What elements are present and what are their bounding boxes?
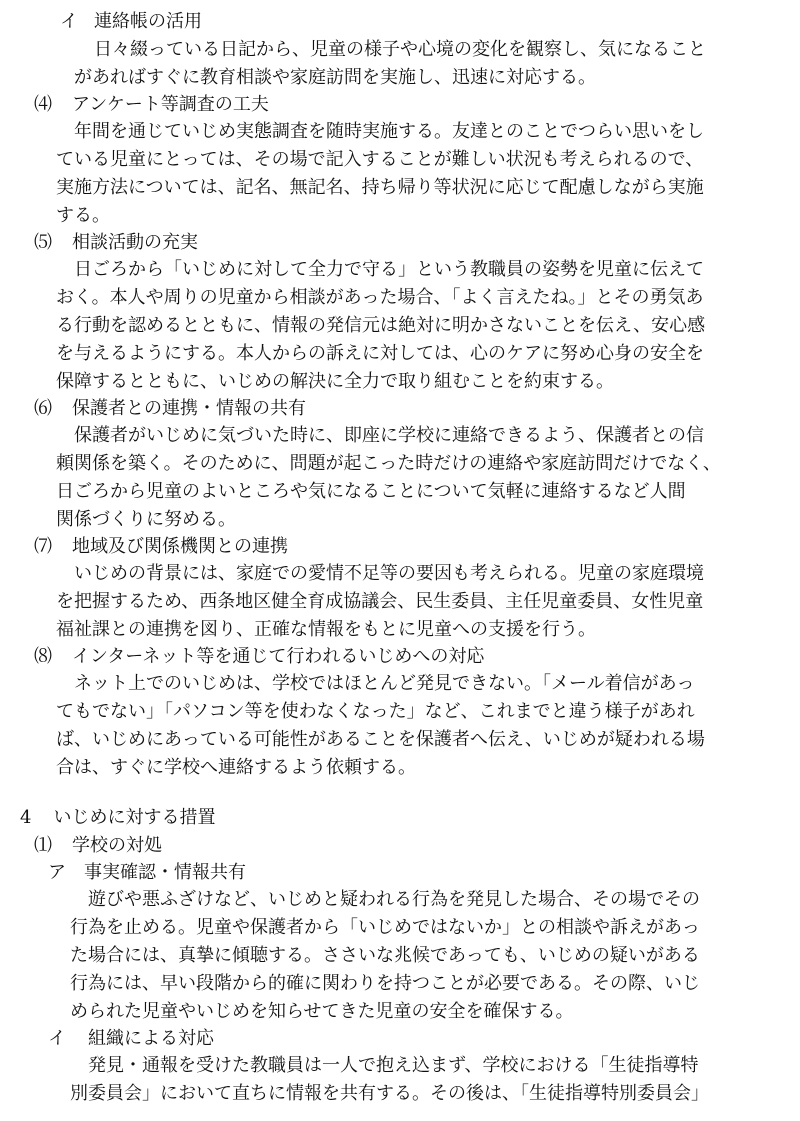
section-number: ⑹ (34, 398, 52, 419)
subsection-label: イ (48, 1028, 66, 1049)
section-title: 学校の対処 (72, 835, 162, 856)
section-title: 相談活動の充実 (72, 232, 198, 253)
paragraph-line: ば、いじめにあっている可能性があることを保護者へ伝え、いじめが疑われる場 (56, 729, 705, 750)
paragraph-line: を把握するため、西条地区健全育成協議会、民生委員、主任児童委員、女性児童 (56, 591, 704, 612)
paragraph-line: 合は、すぐに学校へ連絡するよう依頼する。 (56, 757, 416, 778)
paragraph-line: する。 (56, 205, 110, 226)
paragraph-line: 行為を止める。児童や保護者から「いじめではないか」との相談や訴えがあっ (70, 917, 700, 938)
paragraph-line: 頼関係を築く。そのために、問題が起こった時だけの連絡や家庭訪問だけでなく、 (56, 453, 721, 474)
paragraph-line: 実施方法については、記名、無記名、持ち帰り等状況に応じて配慮しながら実施 (56, 177, 704, 198)
paragraph-line: ネット上でのいじめは、学校ではほとんど発見できない。「メール着信があっ (74, 673, 695, 694)
paragraph-line: 年間を通じていじめ実態調査を随時実施する。友達とのことでつらい思いをし (74, 121, 704, 142)
section-number: ⑻ (34, 646, 52, 667)
subsection-heading-a (48, 859, 246, 887)
paragraph-line: 福祉課との連携を図り、正確な情報をもとに児童への支援を行う。 (56, 619, 596, 640)
paragraph-line: 保障するとともに、いじめの解決に全力で取り組むことを約束する。 (56, 371, 614, 392)
paragraph-line: ている児童にとっては、その場で記入することが難しい状況も考えられるので、 (56, 149, 704, 170)
section-title: 地域及び関係機関との連携 (72, 536, 288, 557)
paragraph-line: 発見・通報を受けた教職員は一人で抱え込まず、学校における「生徒指導特 (88, 1055, 699, 1076)
section-heading-1 (34, 832, 162, 860)
paragraph-line: 関係づくりに努める。 (56, 509, 236, 530)
subsection-title: 事実確認・情報共有 (84, 862, 246, 883)
paragraph-line: 別委員会」において直ちに情報を共有する。その後は、「生徒指導特別委員会」 (70, 1083, 709, 1104)
section-number: ⑸ (34, 232, 52, 253)
subsection-title: 組織による対応 (88, 1028, 214, 1049)
subsection-heading-renraku (60, 8, 202, 36)
subsection-label: ア (48, 862, 66, 883)
paragraph-line: 行為には、早い段階から的確に関わりを持つことが必要である。その際、いじ (70, 973, 700, 994)
section-heading-4 (34, 91, 269, 119)
subsection-label: イ (60, 11, 78, 32)
paragraph-line: を与えるようにする。本人からの訴えに対しては、心のケアに努め心身の安全を (56, 343, 704, 364)
paragraph-line: いじめの背景には、家庭での愛情不足等の要因も考えられる。児童の家庭環境 (74, 563, 704, 584)
subsection-heading-i (48, 1025, 214, 1053)
paragraph-line: 遊びや悪ふざけなど、いじめと疑われる行為を発見した場合、その場でその (88, 889, 700, 910)
paragraph-line: てもでない」「パソコン等を使わなくなった」など、これまでと違う様子があれ (56, 701, 695, 722)
section-heading-8 (34, 643, 484, 671)
section-title: インターネット等を通じて行われるいじめへの対応 (72, 646, 485, 667)
chapter-heading-4 (20, 804, 215, 832)
paragraph-line: 保護者がいじめに気づいた時に、即座に学校に連絡できるよう、保護者との信 (74, 425, 704, 446)
section-number: ⑺ (34, 536, 52, 557)
paragraph-line: があればすぐに教育相談や家庭訪問を実施し、迅速に対応する。 (74, 67, 596, 88)
chapter-title: いじめに対する措置 (53, 807, 216, 828)
section-number: ⑴ (34, 835, 52, 856)
section-heading-5 (34, 229, 198, 257)
section-title: 保護者との連携・情報の共有 (72, 398, 306, 419)
paragraph-line: た場合には、真摯に傾聴する。ささいな兆候であっても、いじめの疑いがある (70, 945, 700, 966)
paragraph-line: 日ごろから「いじめに対して全力で守る」という教職員の姿勢を児童に伝えて (74, 259, 704, 280)
chapter-number: 4 (20, 807, 32, 828)
section-title: アンケート等調査の工夫 (72, 94, 269, 115)
section-heading-6 (34, 395, 306, 423)
section-heading-7 (34, 533, 288, 561)
paragraph-line: おく。本人や周りの児童から相談があった場合、「よく言えたね。」とその勇気あ (56, 287, 704, 308)
paragraph-line: 日々綴っている日記から、児童の様子や心境の変化を観察し、気になること (94, 39, 706, 60)
paragraph-line: 日ごろから児童のよいところや気になることについて気軽に連絡するなど人間 (56, 481, 686, 502)
paragraph-line: められた児童やいじめを知らせてきた児童の安全を確保する。 (70, 1001, 574, 1022)
section-number: ⑷ (34, 94, 52, 115)
subsection-title: 連絡帳の活用 (94, 11, 202, 32)
paragraph-line: る行動を認めるとともに、情報の発信元は絶対に明かさないことを伝え、安心感 (56, 315, 706, 336)
